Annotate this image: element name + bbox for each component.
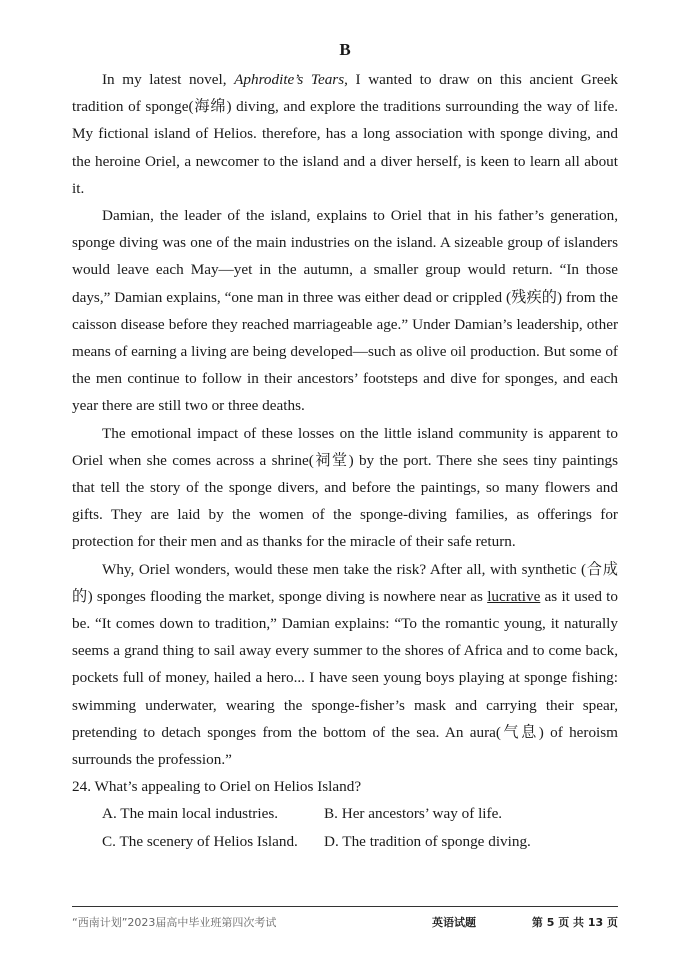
passage	[72, 66, 618, 855]
option-b: B. Her ancestors’ way of life.	[324, 805, 503, 823]
question-stem: 24. What’s appealing to Oriel on Helios Island?	[72, 778, 362, 796]
novel-title: Aphrodite’s Tears	[234, 71, 345, 88]
footer-exam-name: “西南计划”2023届高中毕业班第四次考试	[72, 916, 277, 929]
section-letter: B	[339, 40, 351, 59]
paragraph-4-text-a: Why, Oriel wonders, would these men take the risk? After all, with synthetic (合成的) sponges flooding the market, sponge diving is nowhere near as	[72, 560, 618, 605]
paragraph-1-text-b: , I wanted to draw on this ancient Greek tradition of sponge(海绵) diving, and explore the traditions surrounding the way of life. My fictional island of Helios. therefore, has a long association with sponge diving, and the heroine Oriel, a newcomer to the island and a diver herself, is keen to learn all about it.	[72, 71, 618, 197]
option-d: D. The tradition of sponge diving.	[324, 832, 531, 850]
paragraph-1	[72, 66, 618, 202]
paragraph-4-text-b: as it used to be. “It comes down to tradition,” Damian explains: “To the romantic young, it naturally seems a grand thing to sail away every summer to the shores of Africa and to come back, pockets full of money, hailed a hero... I have seen young boys playing at sponge fishing: swimming underwater, wearing the sponge-fisher’s mask and carrying their spear, pretending to detach sponges from the bottom of the sea. An aura(气息) of heroism surrounds the profession.”	[72, 587, 618, 769]
paragraph-2: Damian, the leader of the island, explains to Oriel that in his father’s generation, sponge diving was one of the main industries on the island. A sizeable group of islanders would leave each May—yet in the autumn, a smaller group would return. “In those days,” Damian explains, “one man in three was either dead or crippled (残疾的) from the caisson disease before they reached marriageable age.” Under Damian’s leadership, other means of earning a living are being developed—such as olive oil production. But some of the men continue to follow in their ancestors’ footsteps and dive for sponges, and each year there are still two or three deaths.	[72, 207, 618, 415]
paragraph-4	[72, 556, 618, 774]
answer-options	[72, 800, 618, 854]
footer-page-number: 第 5 页 共 13 页	[531, 916, 618, 929]
footer-subject: 英语试题	[432, 916, 476, 929]
paragraph-1-text-a: In my latest novel,	[102, 71, 235, 88]
footer-divider	[72, 906, 618, 907]
paragraph-3: The emotional impact of these losses on the little island community is apparent to Oriel when she comes across a shrine(祠堂) by the port. There she sees tiny paintings that tell the story of the sponge divers, and before the paintings, so many flowers and gifts. They are laid by the women of the sponge-diving families, as offerings for protection for their men and as thanks for the miracle of their safe return.	[72, 424, 618, 551]
option-a: A. The main local industries.	[102, 805, 279, 823]
underlined-word: lucrative	[487, 587, 541, 605]
option-c: C. The scenery of Helios Island.	[102, 832, 298, 850]
